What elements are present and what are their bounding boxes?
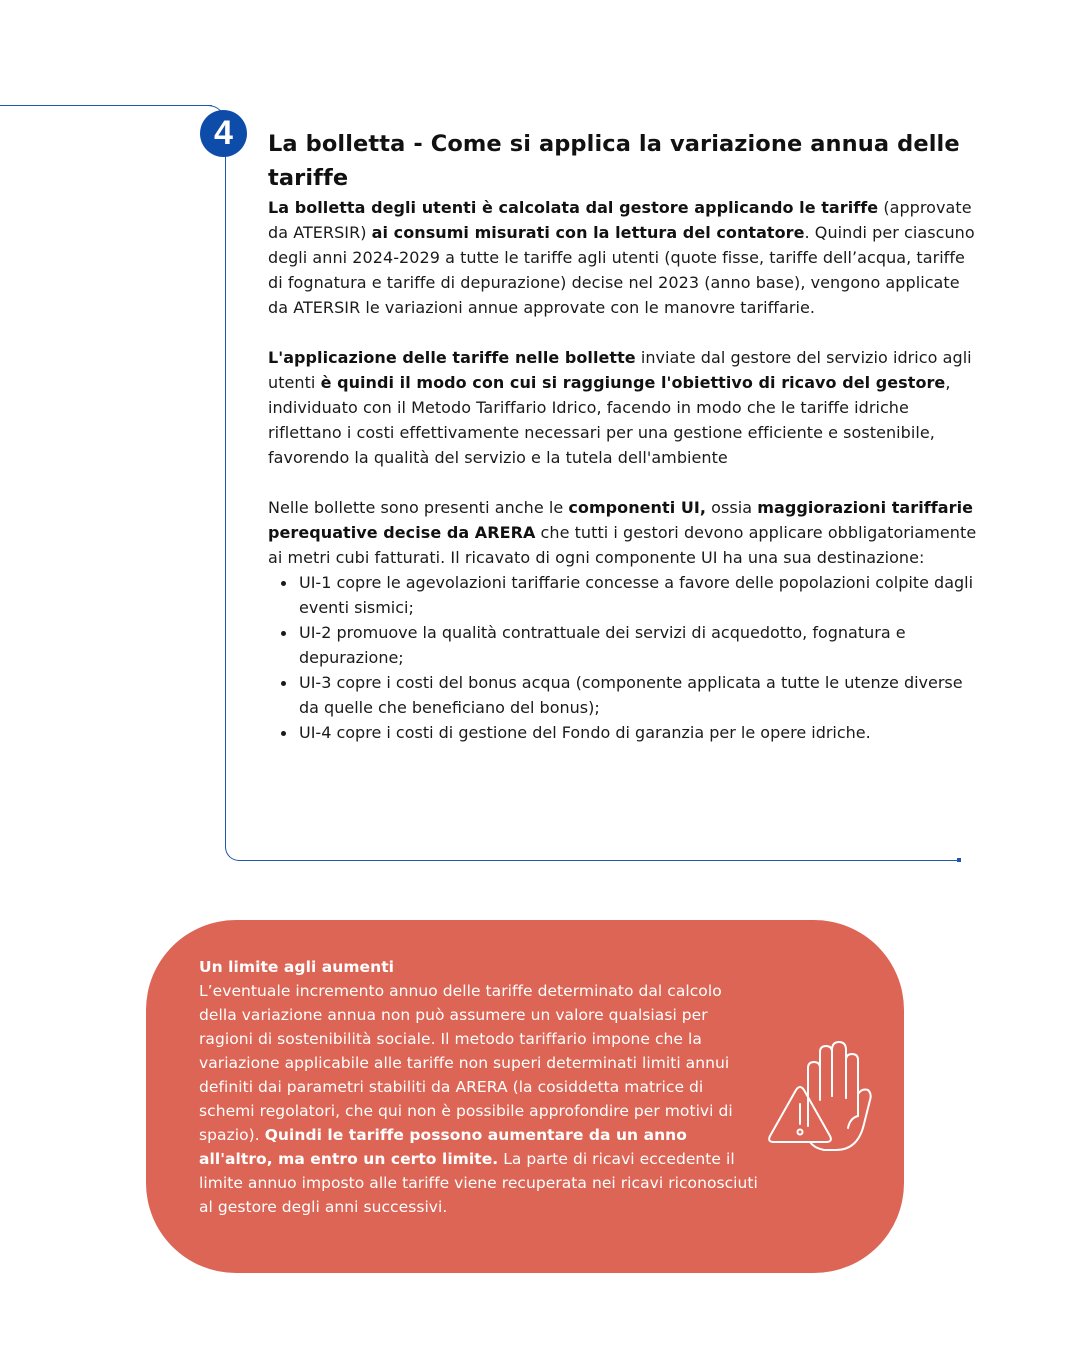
bold-text: maggiorazioni tariffarie perequative decise da ARERA [268, 498, 974, 542]
list-item: UI-1 copre le agevolazioni tariffarie concesse a favore delle popolazioni colpite dagli eventi sismici; [299, 570, 980, 620]
text: La parte di ricavi eccedente il limite annuo imposto alle tariffe viene recuperata nei ricavi riconosciuti al gestore degli anni successivi. [199, 1150, 758, 1216]
text: , individuato con il Metodo Tariffario Idrico, facendo in modo che le tariffe idriche riflettano i costi effettivamente necessari per una gestione efficiente e sostenibile, favorendo la qualità del servizio e la tutela dell'ambiente [268, 373, 951, 467]
frame-line-top [0, 105, 212, 106]
ui-components-list [268, 570, 980, 745]
text: ossia [706, 498, 758, 517]
frame-line-left [225, 140, 226, 845]
bold-text: Quindi le tariffe possono aumentare da un anno all'altro, ma entro un certo limite. [199, 1126, 687, 1168]
paragraph-bill-calculation [268, 195, 980, 320]
bold-text: è quindi il modo con cui si raggiunge l'obiettivo di ricavo del gestore [320, 373, 946, 392]
section-number-badge: 4 [200, 110, 247, 157]
text: . Quindi per ciascuno degli anni 2024-2029 a tutte le tariffe agli utenti (quote fisse, tariffe dell’acqua, tariffe di fognatura e tariffe di depurazione) decise nel 2023 (anno base), vengono applicate da ATERSIR le variazioni annue approvate con le manovre tariffarie. [268, 223, 975, 317]
section-title: La bolletta - Come si applica la variazione annua delle tariffe [268, 131, 960, 191]
frame-corner-bottom-left [225, 840, 245, 861]
bold-text: ai consumi misurati con la lettura del contatore [371, 223, 805, 242]
frame-end-dot [957, 858, 961, 862]
callout-title: Un limite agli aumenti [199, 958, 395, 976]
callout-text [199, 955, 759, 1219]
callout-body [199, 979, 759, 1219]
text: inviate dal gestore del servizio idrico agli utenti [268, 348, 972, 392]
bold-text: La bolletta degli utenti è calcolata dal gestore applicando le tariffe [268, 198, 879, 217]
list-item: UI-3 copre i costi del bonus acqua (componente applicata a tutte le utenze diverse da quelle che beneficiano del bonus); [299, 670, 980, 720]
list-item: UI-2 promuove la qualità contrattuale dei servizi di acquedotto, fognatura e depurazione; [299, 620, 980, 670]
callout-card [146, 920, 904, 1273]
text: Nelle bollette sono presenti anche le [268, 498, 569, 517]
text: che tutti i gestori devono applicare obbligatoriamente ai metri cubi fatturati. Il ricavato di ogni componente UI ha una sua destinazione: [268, 523, 977, 567]
list-item: UI-4 copre i costi di gestione del Fondo di garanzia per le opere idriche. [299, 720, 980, 745]
paragraph-ui-components [268, 495, 980, 570]
bold-text: L'applicazione delle tariffe nelle bollette [268, 348, 636, 367]
section-content [268, 127, 980, 745]
frame-line-bottom [244, 860, 958, 861]
text: (approvate da ATERSIR) [268, 198, 972, 242]
bold-text: componenti UI, [568, 498, 707, 517]
stop-hand-warning-icon [766, 1038, 876, 1158]
text: L’eventuale incremento annuo delle tariffe determinato dal calcolo della variazione annua non può assumere un valore qualsiasi per ragioni di sostenibilità sociale. Il metodo tariffario impone che la variazione applicabile alle tariffe non superi determinati limiti annui definiti dai parametri stabiliti da ARERA (la cosiddetta matrice di schemi regolatori, che qui non è possibile approfondire per motivi di spazio). [199, 982, 733, 1144]
paragraph-tariff-application [268, 345, 980, 470]
